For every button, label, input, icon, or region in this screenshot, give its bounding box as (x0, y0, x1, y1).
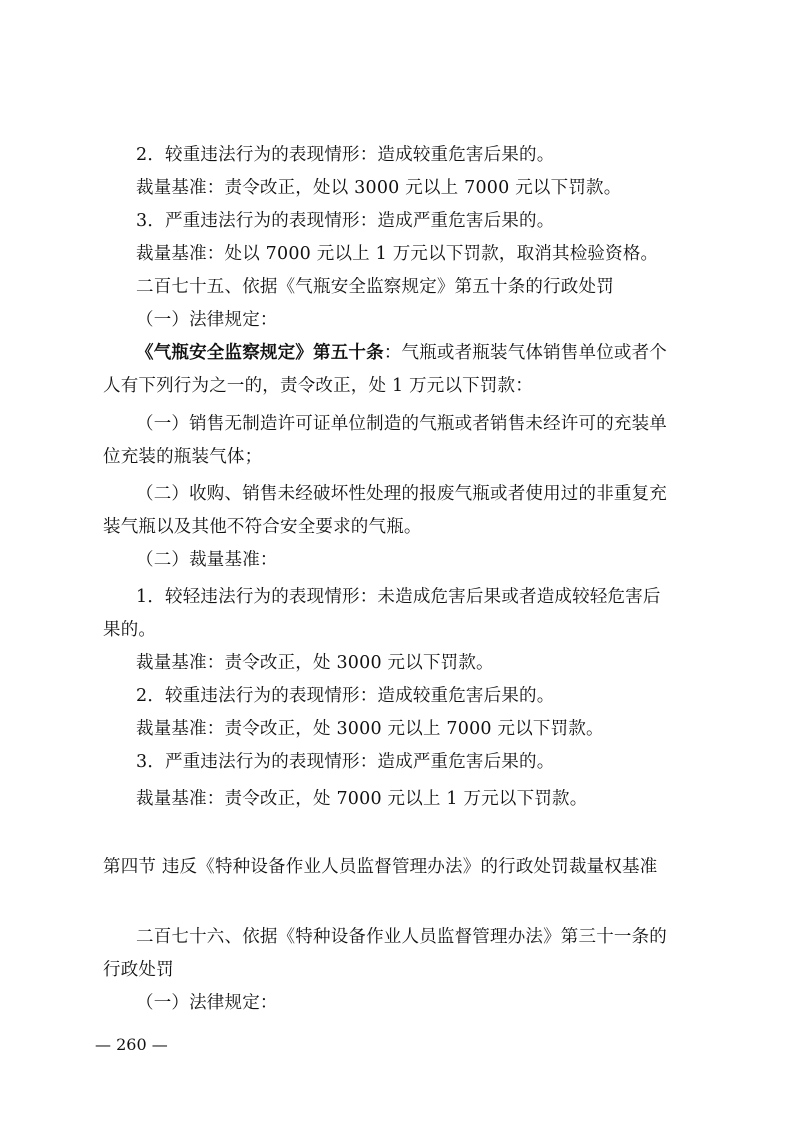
article-heading-cont: 行政处罚 (103, 960, 174, 980)
paragraph-text: 3．严重违法行为的表现情形：造成严重危害后果的。 (136, 211, 555, 231)
article-heading: 二百七十六、依据《特种设备作业人员监督管理办法》第三十一条的 (136, 927, 667, 947)
paragraph-text: 位充装的瓶装气体； (103, 447, 263, 467)
paragraph-text: （二）收购、销售未经破坏性处理的报废气瓶或者使用过的非重复充 (136, 484, 667, 504)
paragraph-text: 3．严重违法行为的表现情形：造成严重危害后果的。 (136, 752, 555, 772)
paragraph-text: 1．较轻违法行为的表现情形：未造成危害后果或者造成较轻危害后 (136, 587, 661, 607)
subheading: （一）法律规定： (136, 993, 278, 1013)
paragraph-text: 2．较重违法行为的表现情形：造成较重危害后果的。 (136, 145, 555, 165)
subheading: （一）法律规定： (136, 310, 278, 330)
page-number: — 260 — (95, 1035, 168, 1054)
paragraph-text: 裁量基准：责令改正，处以 3000 元以上 7000 元以下罚款。 (136, 178, 622, 198)
paragraph-text: 裁量基准：责令改正，处 3000 元以上 7000 元以下罚款。 (136, 719, 604, 739)
article-heading: 二百七十五、依据《气瓶安全监察规定》第五十条的行政处罚 (136, 277, 614, 297)
law-citation-paragraph (136, 341, 736, 365)
paragraph-text: 人有下列行为之一的，责令改正，处 1 万元以下罚款： (103, 376, 533, 396)
section-title: 第四节 违反《特种设备作业人员监督管理办法》的行政处罚裁量权基准 (103, 857, 658, 877)
paragraph-text: 裁量基准：责令改正，处 3000 元以下罚款。 (136, 653, 494, 673)
paragraph-text: 2．较重违法行为的表现情形：造成较重危害后果的。 (136, 686, 555, 706)
paragraph-text: 果的。 (103, 620, 157, 640)
law-citation-text: ：气瓶或者瓶装气体销售单位或者个 (383, 343, 668, 363)
law-citation-bold: 《气瓶安全监察规定》第五十条 (136, 343, 384, 363)
paragraph-text: 裁量基准：处以 7000 元以上 1 万元以下罚款，取消其检验资格。 (136, 244, 659, 264)
paragraph-text: （一）销售无制造许可证单位制造的气瓶或者销售未经许可的充装单 (136, 414, 667, 434)
paragraph-text: 装气瓶以及其他不符合安全要求的气瓶。 (103, 517, 422, 537)
paragraph-text: 裁量基准：责令改正，处 7000 元以上 1 万元以下罚款。 (136, 789, 588, 809)
subheading: （二）裁量基准： (136, 550, 278, 570)
